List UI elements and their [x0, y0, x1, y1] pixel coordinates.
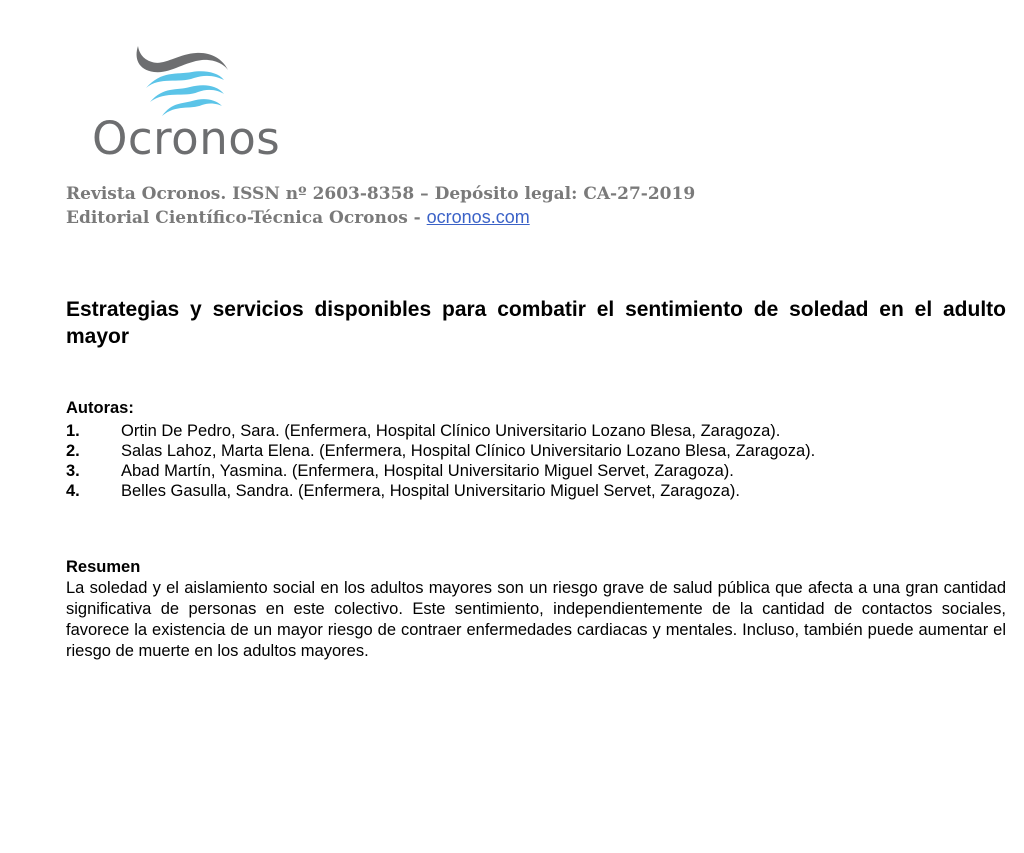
abstract-text: La soledad y el aislamiento social en los adultos mayores son un riesgo grave de salud pública que afecta a una gran cantidad significativa de personas en este colectivo. Este sentimiento, independientemente de la cantidad de contactos sociales, favorece la existencia de un mayor riesgo de contraer enfermedades cardiacas y mentales. Incluso, también puede aumentar el riesgo de muerte en los adultos mayores.	[66, 579, 1006, 660]
author-number: 3.	[66, 462, 80, 480]
article-title: Estrategias y servicios disponibles para combatir el sentimiento de soledad en el adulto mayor	[66, 298, 1006, 348]
author-number: 4.	[66, 482, 80, 500]
author-item	[66, 481, 815, 501]
author-item	[66, 421, 815, 441]
journal-issn-line: Revista Ocronos. ISSN nº 2603-8358 – Depósito legal: CA-27-2019	[66, 184, 696, 204]
journal-info	[66, 183, 695, 230]
journal-editorial-text: Editorial Científico-Técnica Ocronos -	[66, 208, 427, 228]
author-text: Ortin De Pedro, Sara. (Enfermera, Hospital Clínico Universitario Lozano Blesa, Zaragoza).	[121, 422, 781, 440]
authors-list	[66, 421, 815, 501]
author-item	[66, 441, 815, 461]
authors-heading: Autoras:	[66, 399, 134, 417]
ocronos-logo[interactable]	[92, 44, 281, 165]
author-text: Belles Gasulla, Sandra. (Enfermera, Hospital Universitario Miguel Servet, Zaragoza).	[121, 482, 741, 500]
journal-editorial-line	[66, 206, 695, 230]
author-text: Salas Lahoz, Marta Elena. (Enfermera, Hospital Clínico Universitario Lozano Blesa, Zaragoza).	[121, 442, 816, 460]
ocronos-link[interactable]: ocronos.com	[426, 207, 530, 227]
abstract-heading: Resumen	[66, 558, 141, 576]
author-item	[66, 461, 815, 481]
author-text: Abad Martín, Yasmina. (Enfermera, Hospital Universitario Miguel Servet, Zaragoza).	[121, 462, 734, 480]
logo-wordmark: Ocronos	[92, 112, 281, 165]
author-number: 1.	[66, 422, 80, 440]
wave-logo-icon	[132, 44, 232, 122]
author-number: 2.	[66, 442, 80, 460]
